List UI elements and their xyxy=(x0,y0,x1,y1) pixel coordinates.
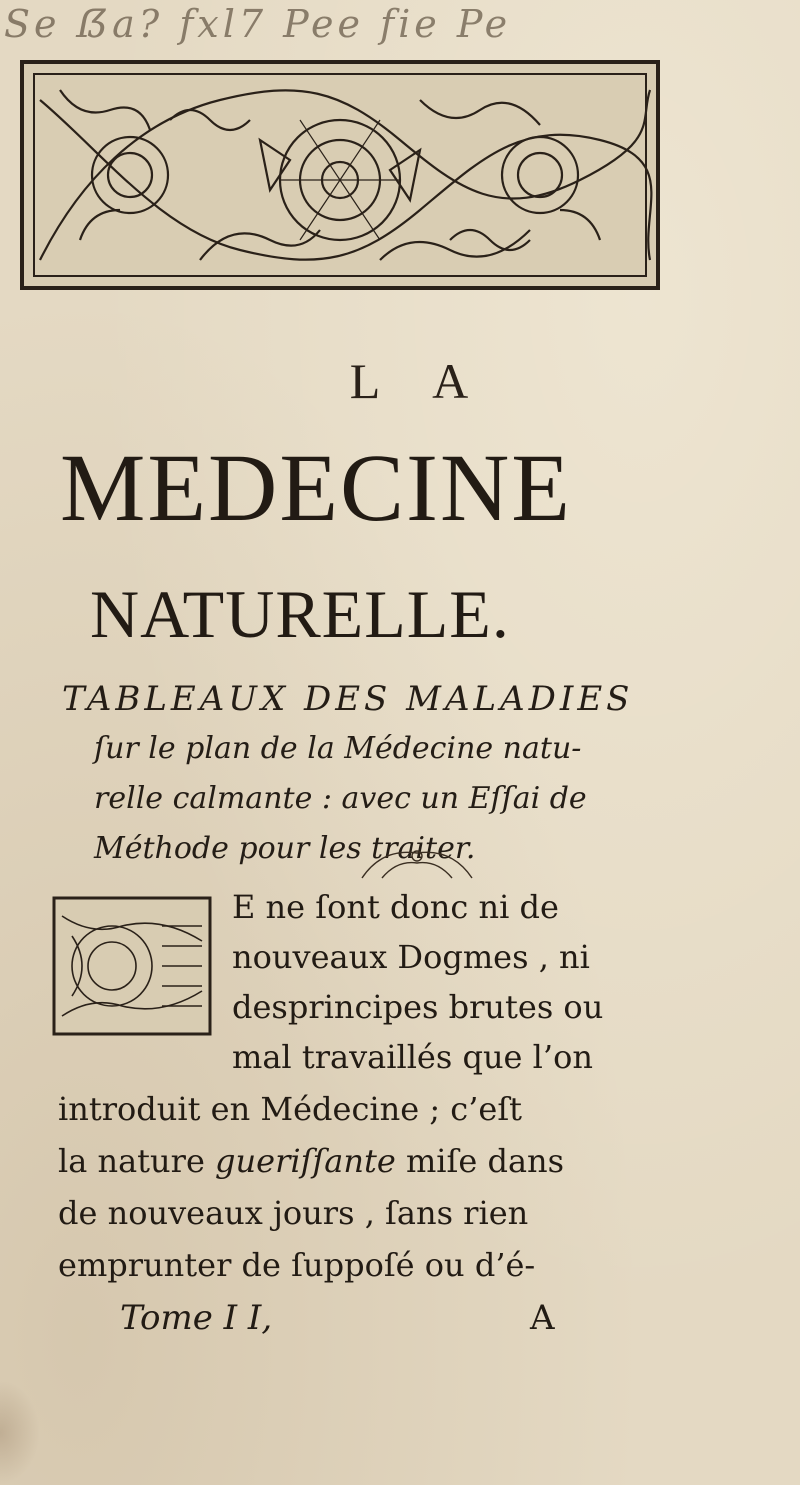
body-line: de nouveaux jours , ſans rien xyxy=(58,1194,529,1232)
body-line xyxy=(58,1142,564,1180)
subtitle-line: ſur le plan de la Médecine natu- xyxy=(94,731,582,766)
body-line: desprincipes brutes ou xyxy=(232,988,604,1026)
paper-stain xyxy=(0,1380,40,1485)
italic-word: gueriſſante xyxy=(215,1142,396,1180)
ornament-icon xyxy=(352,838,482,888)
bleed-through-scribble: Se ẞa? fxl7 Pee fie Pe xyxy=(4,2,512,46)
body-text-run: la nature xyxy=(58,1142,216,1180)
body-line: E ne ſont donc ni de xyxy=(232,888,559,926)
volume-mark: Tome I I, xyxy=(120,1298,273,1338)
signature-line xyxy=(120,1298,680,1348)
decorative-headpiece xyxy=(20,60,660,290)
body-text-run: miſe dans xyxy=(395,1142,565,1180)
subtitle-line: relle calmante : avec un Eſſai de xyxy=(94,781,587,816)
subtitle-line: TABLEAUX DES MALADIES xyxy=(62,679,634,719)
body-line: introduit en Médecine ; c’eſt xyxy=(58,1090,523,1128)
subtitle-line: Méthode pour les traiter. xyxy=(94,831,476,866)
body-line: nouveaux Dogmes , ni xyxy=(232,938,590,976)
body-line: mal travaillés que l’on xyxy=(232,1038,593,1076)
decorated-initial-icon xyxy=(52,896,212,1036)
title-subtitle: NATURELLE. xyxy=(90,576,510,652)
title-article: L A xyxy=(349,353,491,409)
title-main: MEDECINE xyxy=(60,434,572,541)
signature-mark: A xyxy=(530,1298,555,1338)
body-line: emprunter de ſuppoſé ou d’é- xyxy=(58,1246,536,1284)
